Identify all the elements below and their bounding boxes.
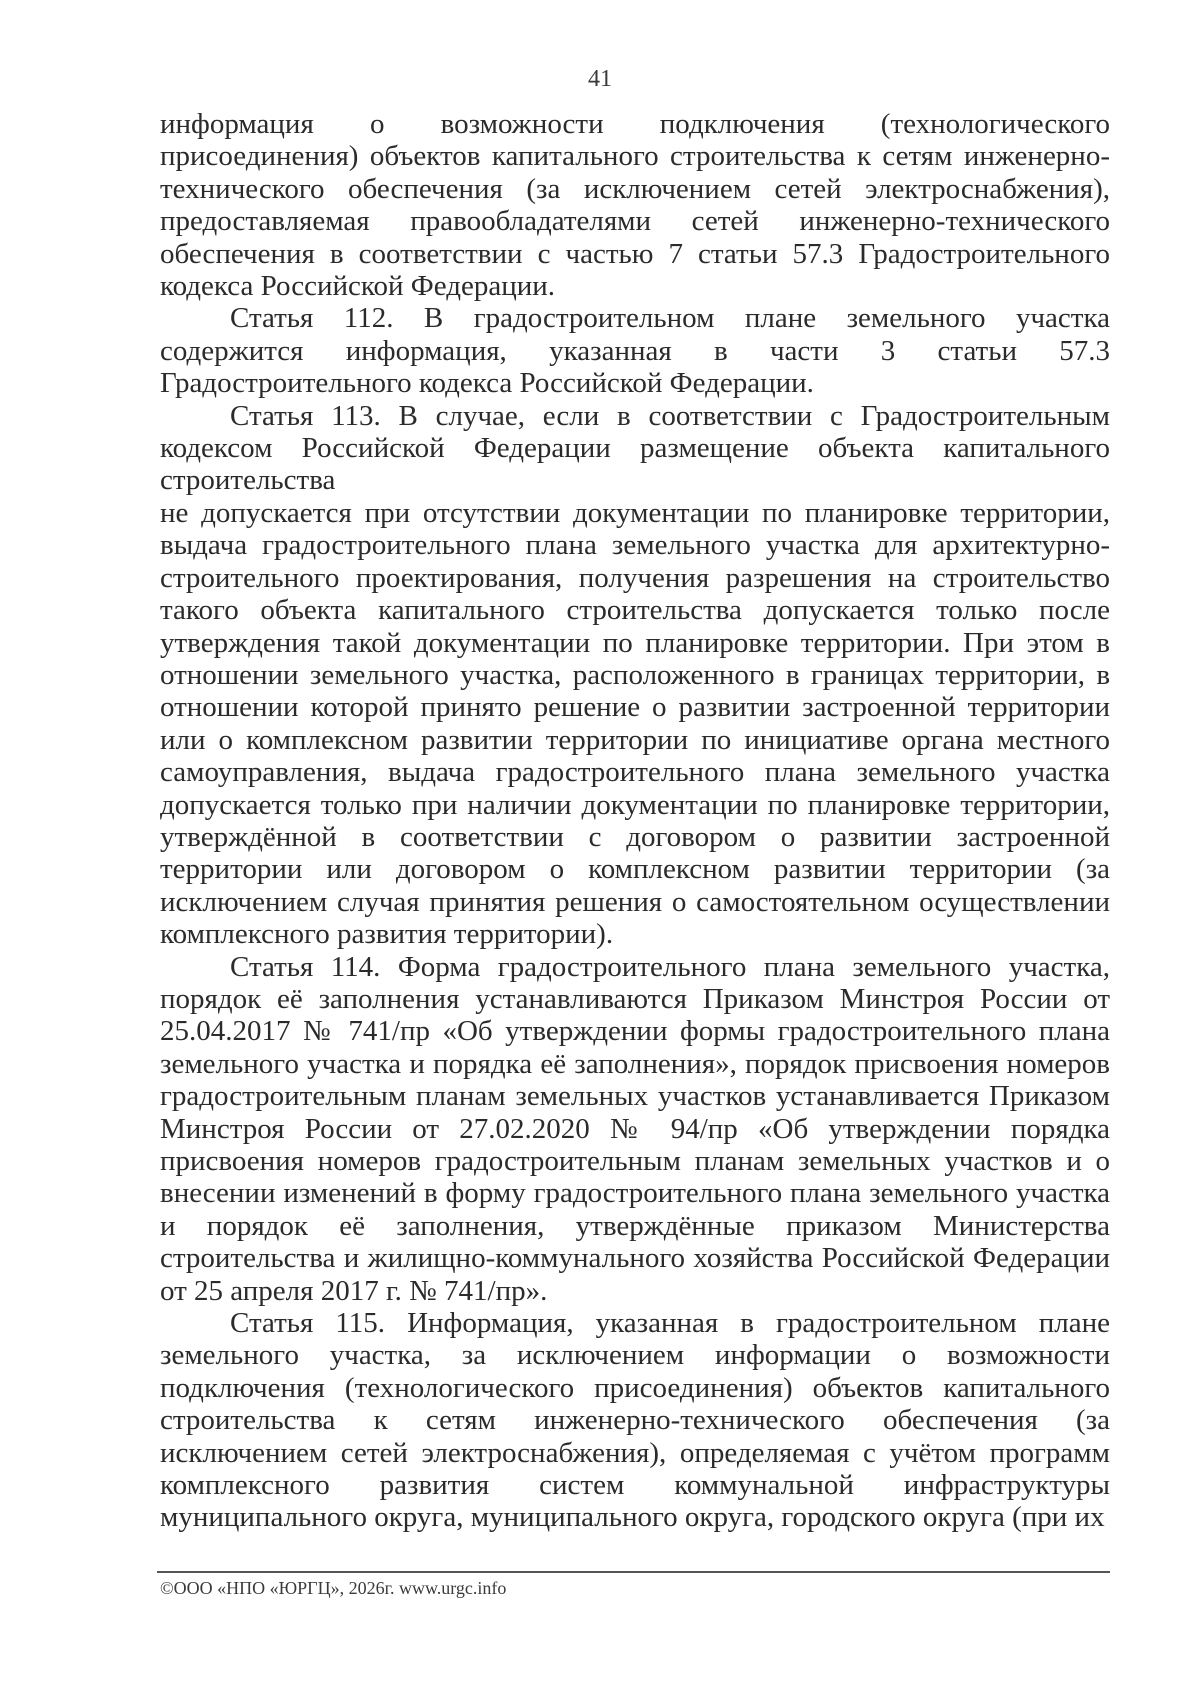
text-line: (за исключением случая принятия решения о самостоятельном (160, 853, 1111, 918)
text-line: земельного участка и порядка её заполнения», порядок присвоения номеров (160, 1047, 1110, 1080)
text-line: муниципального округа, муниципального округа, городского округа (при их (160, 1501, 1105, 1534)
text-line: комплексного развития систем коммунальной инфраструктуры (160, 1469, 1110, 1502)
paragraph-article-115 (160, 1307, 1110, 1534)
text-line: информация, указанная в части 3 статьи 57.3 Градостроительного кодекса (160, 334, 1111, 400)
paragraph-article-113-body (160, 497, 1110, 951)
text-line: исключением сетей электроснабжения), определяемая с учётом программ (160, 1436, 1110, 1469)
document-body (160, 108, 1110, 1534)
text-line: Статья 112. В градостроительном плане земельного участка содержится (160, 302, 1110, 367)
footer-divider (157, 1571, 1110, 1573)
text-line: не допускается при отсутствии документации по планировке территории, (160, 496, 1110, 529)
text-line: самоуправления, выдача градостроительного плана земельного участка (160, 756, 1110, 789)
text-line: осуществлении комплексного развития территории). (160, 885, 1110, 951)
paragraph-article-114 (160, 951, 1110, 1307)
text-line: Статья 115. Информация, указанная в градостроительном плане (230, 1307, 1110, 1340)
text-line: строительства (160, 464, 336, 497)
text-line: 25.04.2017 № 741/пр «Об утверждении формы градостроительного плана (160, 1015, 1110, 1048)
text-line: или о комплексном развитии территории по инициативе органа местного (160, 723, 1110, 756)
text-line: от 25 апреля 2017 г. № 741/пр». (160, 1274, 548, 1307)
text-line: порядок её заполнения устанавливаются Приказом Минстроя России от (160, 982, 1110, 1015)
text-line: выдача градостроительного плана земельного участка для архитектурно- (160, 529, 1110, 562)
text-line: Статья 113. В случае, если в соответствии с Градостроительным (230, 399, 1110, 432)
text-line: территории или договором о комплексном развитии территории (160, 853, 1053, 886)
text-line: и о внесении изменений в форму градостроительного плана земельного (160, 1145, 1110, 1210)
paragraph-continuation (160, 108, 1110, 302)
text-line: присвоения номеров градостроительным планам земельных участков (160, 1145, 1053, 1177)
paragraph-article-112 (160, 302, 1110, 399)
text-line: такого объекта капитального строительства допускается только после (160, 594, 1110, 627)
text-line: допускается только при наличии документации по планировке территории, (160, 788, 1110, 821)
text-line: информация о возможности подключения (технологического присоединения) (160, 108, 1110, 173)
page-number: 41 (588, 66, 612, 92)
text-line: строительства и жилищно-коммунального хозяйства Российской Федерации (160, 1242, 1110, 1275)
text-line: градостроительным планам земельных участков устанавливается Приказом (160, 1080, 1110, 1113)
text-line: в отношении которой принято решение о развитии застроенной территории (160, 658, 1111, 724)
text-line: подключения (технологического присоединения) объектов капитального (160, 1371, 1110, 1404)
paragraph-article-113-head (160, 400, 1110, 497)
text-line: кодексом Российской Федерации размещение объекта капитального (160, 432, 1110, 465)
text-line: в отношении земельного участка, расположенного в границах территории, (160, 626, 1110, 691)
text-line: утверждённой в соответствии с договором о развитии застроенной (160, 820, 1110, 853)
text-line: Минстроя России от 27.02.2020 № 94/пр «Об утверждении порядка (160, 1112, 1110, 1145)
text-line: земельного участка, за исключением информации о возможности (160, 1339, 1110, 1372)
footer-copyright: ©ООО «НПО «ЮРГЦ», 2026г. www.urgc.info (160, 1578, 507, 1598)
text-line: строительного проектирования, получения разрешения на строительство (160, 561, 1110, 594)
text-line: правообладателями сетей инженерно-технического обеспечения (160, 205, 1111, 270)
text-line: Российской Федерации. (519, 367, 814, 400)
text-line: Статья 114. Форма градостроительного плана земельного участка, (230, 950, 1110, 983)
text-line: строительства к сетям инженерно-технического обеспечения (за (160, 1404, 1110, 1437)
text-line: Российской Федерации. (260, 270, 556, 303)
text-line: объектов капитального строительства к сетям инженерно-технического (160, 140, 1110, 205)
text-line: утверждения такой документации по планировке территории. При этом (160, 626, 1084, 659)
text-line: обеспечения (за исключением сетей электроснабжения), предоставляемая (160, 172, 1110, 238)
text-line: участка и порядок её заполнения, утверждённые приказом Министерства (160, 1177, 1111, 1242)
text-line: в соответствии с частью 7 статьи 57.3 Градостроительного кодекса (160, 237, 1110, 303)
